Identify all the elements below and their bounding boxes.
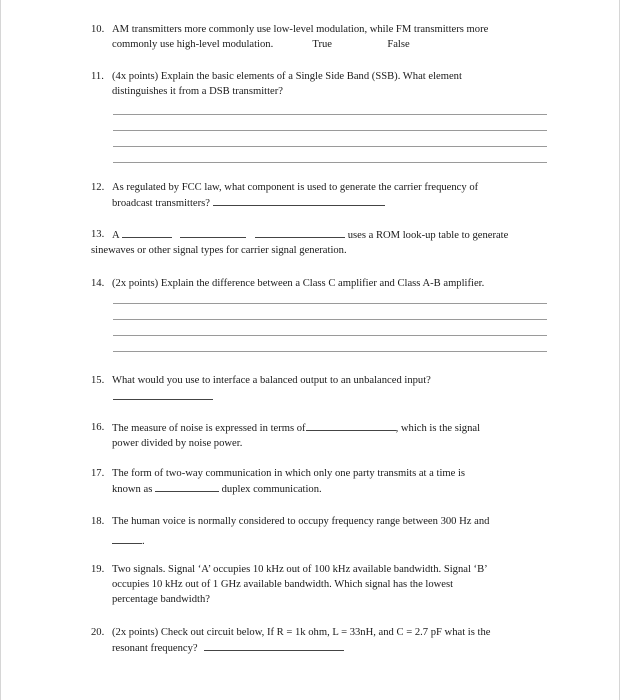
answer-line[interactable] (113, 114, 547, 115)
answer-blank[interactable] (255, 227, 345, 238)
question-text: resonant frequency? (112, 643, 198, 654)
question-text: A (112, 230, 120, 241)
question-text: As regulated by FCC law, what component is used to generate the carrier frequency of (112, 182, 479, 193)
answer-line[interactable] (113, 303, 547, 304)
answer-blank[interactable] (155, 481, 219, 492)
question-text: uses a ROM look-up table to generate (347, 230, 509, 241)
question-number: 16. (91, 422, 105, 433)
question-number: 18. (91, 516, 105, 527)
option-false[interactable]: False (387, 39, 410, 50)
answer-blank[interactable] (113, 399, 213, 400)
answer-line[interactable] (113, 335, 547, 336)
question-text: distinguishes it from a DSB transmitter? (112, 86, 283, 97)
question-text: AM transmitters more commonly use low-level modulation, while FM transmitters more (112, 24, 489, 35)
question-15 (91, 373, 561, 388)
question-text: percentage bandwidth? (112, 594, 210, 605)
answer-blank[interactable] (122, 227, 172, 238)
answer-blank[interactable] (180, 227, 246, 238)
question-text: The human voice is normally considered to occupy frequency range between 300 Hz and (112, 516, 490, 527)
answer-line[interactable] (113, 146, 547, 147)
option-true[interactable]: True (312, 39, 332, 50)
question-text: duplex communication. (221, 484, 322, 495)
question-text: known as (112, 484, 153, 495)
question-16 (91, 420, 561, 451)
question-text: (4x points) Explain the basic elements of a Single Side Band (SSB). What element (112, 71, 462, 82)
question-text: The measure of noise is expressed in terms of (112, 423, 306, 434)
answer-line[interactable] (113, 130, 547, 131)
answer-blank[interactable] (306, 420, 396, 431)
question-number: 13. (91, 229, 105, 240)
question-11 (91, 69, 561, 99)
question-number: 14. (91, 278, 105, 289)
answer-line[interactable] (113, 319, 547, 320)
question-18 (91, 514, 561, 549)
question-12 (91, 180, 561, 211)
question-text: power divided by noise power. (112, 438, 243, 449)
question-number: 19. (91, 564, 105, 575)
answer-blank[interactable] (112, 533, 142, 544)
question-number: 11. (91, 71, 104, 82)
question-17 (91, 466, 561, 497)
question-number: 15. (91, 375, 105, 386)
answer-line[interactable] (113, 351, 547, 352)
question-text: Two signals. Signal ‘A’ occupies 10 kHz out of 100 kHz available bandwidth. Signal ‘B’ (112, 564, 488, 575)
answer-blank[interactable] (213, 195, 385, 206)
question-text: commonly use high-level modulation. (112, 39, 274, 50)
answer-blank[interactable] (204, 640, 344, 651)
question-text: occupies 10 kHz out of 1 GHz available bandwidth. Which signal has the lowest (112, 579, 454, 590)
question-text: What would you use to interface a balanced output to an unbalanced input? (112, 375, 431, 386)
question-20 (91, 625, 561, 656)
answer-line[interactable] (113, 162, 547, 163)
question-14 (91, 276, 561, 291)
question-number: 17. (91, 468, 105, 479)
question-text: . (142, 536, 145, 547)
question-text: sinewaves or other signal types for carrier signal generation. (91, 245, 347, 256)
question-13 (91, 227, 561, 258)
question-text: , which is the signal (395, 423, 481, 434)
question-number: 12. (91, 182, 105, 193)
question-text: The form of two-way communication in which only one party transmits at a time is (112, 468, 466, 479)
question-text: (2x points) Explain the difference between a Class C amplifier and Class A-B amplifier. (112, 278, 485, 289)
question-text: (2x points) Check out circuit below, If R = 1k ohm, L = 33nH, and C = 2.7 pF what is the (112, 627, 491, 638)
question-number: 10. (91, 24, 105, 35)
question-number: 20. (91, 627, 105, 638)
question-10 (91, 22, 561, 52)
question-text: broadcast transmitters? (112, 198, 210, 209)
question-19 (91, 562, 561, 607)
